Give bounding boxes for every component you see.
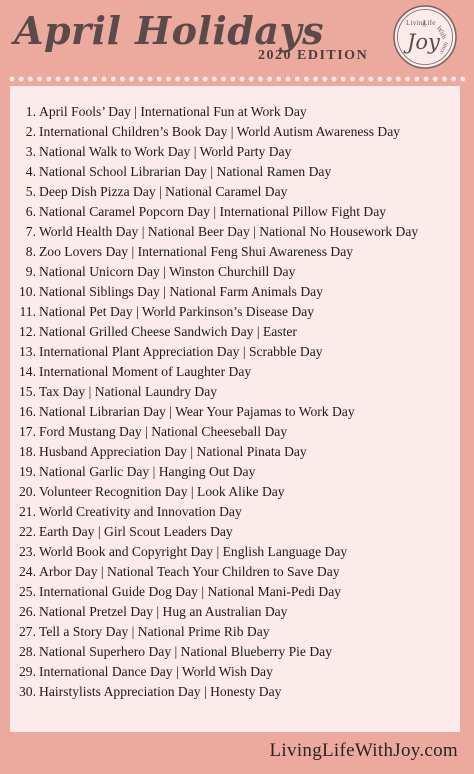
list-item-text: World Book and Copyright Day | English Language Day: [39, 544, 348, 559]
list-item: [10, 362, 460, 382]
list-item-number: 28.: [19, 644, 36, 659]
edition-label: 2020 EDITION: [258, 48, 369, 63]
list-item-number: 6.: [25, 204, 36, 219]
list-item-number: 30.: [19, 684, 36, 699]
list-item-text: National Pretzel Day | Hug an Australian Day: [39, 604, 288, 619]
list-item-text: Husband Appreciation Day | National Pinata Day: [39, 444, 307, 459]
list-item-number: 23.: [19, 544, 36, 559]
list-item: [10, 542, 460, 562]
list-item-number: 14.: [19, 364, 36, 379]
list-item: [10, 602, 460, 622]
list-item-text: International Children’s Book Day | World Autism Awareness Day: [39, 124, 401, 139]
list-item: [10, 382, 460, 402]
list-item: [10, 402, 460, 422]
list-item-number: 1.: [25, 104, 36, 119]
list-item-number: 22.: [19, 524, 36, 539]
list-item-number: 10.: [19, 284, 36, 299]
list-item-number: 16.: [19, 404, 36, 419]
list-item: [10, 222, 460, 242]
list-item: [10, 622, 460, 642]
list-item-text: Arbor Day | National Teach Your Children to Save Day: [39, 564, 340, 579]
list-item-number: 2.: [25, 124, 36, 139]
list-item-text: Tax Day | National Laundry Day: [39, 384, 218, 399]
list-item-text: National School Librarian Day | National Ramen Day: [39, 164, 332, 179]
list-item-text: World Health Day | National Beer Day | National No Housework Day: [39, 224, 419, 239]
list-item-text: Tell a Story Day | National Prime Rib Day: [39, 624, 270, 639]
logo-text-life: Life: [423, 18, 436, 27]
list-item-text: International Dance Day | World Wish Day: [39, 664, 273, 679]
holiday-card: [10, 86, 460, 732]
list-item-text: National Librarian Day | Wear Your Pajamas to Work Day: [39, 404, 355, 419]
brand-logo[interactable]: [392, 4, 458, 70]
list-item: [10, 562, 460, 582]
list-item-number: 13.: [19, 344, 36, 359]
list-item: [10, 202, 460, 222]
list-item-text: International Moment of Laughter Day: [39, 364, 252, 379]
list-item: [10, 162, 460, 182]
list-item-number: 8.: [25, 244, 36, 259]
list-item: [10, 642, 460, 662]
list-item-text: Hairstylists Appreciation Day | Honesty Day: [39, 684, 282, 699]
list-item-text: Volunteer Recognition Day | Look Alike Day: [39, 484, 285, 499]
list-item: [10, 262, 460, 282]
list-item-text: National Unicorn Day | Winston Churchill Day: [39, 264, 296, 279]
list-item-text: Zoo Lovers Day | International Feng Shui Awareness Day: [39, 244, 354, 259]
list-item-text: National Garlic Day | Hanging Out Day: [39, 464, 256, 479]
logo-text-joy: Joy: [407, 30, 440, 54]
list-item-number: 5.: [25, 184, 36, 199]
list-item-text: National Caramel Popcorn Day | International Pillow Fight Day: [39, 204, 387, 219]
list-item-text: National Siblings Day | National Farm Animals Day: [39, 284, 324, 299]
list-item: [10, 182, 460, 202]
list-item-number: 24.: [19, 564, 36, 579]
dotted-divider: [8, 74, 466, 84]
list-item: [10, 242, 460, 262]
list-item-number: 11.: [19, 304, 36, 319]
list-item: [10, 422, 460, 442]
list-item: [10, 342, 460, 362]
list-item-text: National Walk to Work Day | World Party Day: [39, 144, 292, 159]
list-item: [10, 662, 460, 682]
list-item-number: 20.: [19, 484, 36, 499]
list-item-number: 7.: [25, 224, 36, 239]
list-item-number: 3.: [25, 144, 36, 159]
list-item: [10, 302, 460, 322]
list-item-text: National Superhero Day | National Blueberry Pie Day: [39, 644, 333, 659]
list-item-text: International Guide Dog Day | National Mani-Pedi Day: [39, 584, 342, 599]
list-item: [10, 482, 460, 502]
list-item: [10, 442, 460, 462]
holiday-list: [10, 102, 460, 702]
list-item-text: Deep Dish Pizza Day | National Caramel Day: [39, 184, 288, 199]
logo-text-with: With: [434, 24, 449, 41]
list-item: [10, 322, 460, 342]
logo-text-com: .com: [437, 40, 451, 56]
list-item-text: National Grilled Cheese Sandwich Day | Easter: [39, 324, 297, 339]
header: [0, 0, 474, 80]
list-item: [10, 462, 460, 482]
list-item-number: 25.: [19, 584, 36, 599]
list-item-number: 18.: [19, 444, 36, 459]
list-item-text: April Fools’ Day | International Fun at Work Day: [39, 104, 307, 119]
list-item-text: National Pet Day | World Parkinson’s Disease Day: [39, 304, 315, 319]
list-item-number: 29.: [19, 664, 36, 679]
list-item-number: 27.: [19, 624, 36, 639]
logo-text-living: Living: [406, 18, 426, 27]
list-item-text: World Creativity and Innovation Day: [39, 504, 242, 519]
list-item-number: 17.: [19, 424, 36, 439]
list-item-number: 19.: [19, 464, 36, 479]
list-item: [10, 502, 460, 522]
list-item-number: 26.: [19, 604, 36, 619]
list-item: [10, 582, 460, 602]
page-title: April Holidays: [14, 8, 324, 53]
list-item: [10, 282, 460, 302]
list-item-text: Earth Day | Girl Scout Leaders Day: [39, 524, 233, 539]
list-item-text: International Plant Appreciation Day | Scrabble Day: [39, 344, 323, 359]
list-item: [10, 102, 460, 122]
list-item: [10, 522, 460, 542]
list-item-number: 4.: [25, 164, 36, 179]
list-item-number: 15.: [19, 384, 36, 399]
list-item: [10, 142, 460, 162]
list-item: [10, 122, 460, 142]
list-item-number: 9.: [25, 264, 36, 279]
list-item-number: 12.: [19, 324, 36, 339]
list-item-number: 21.: [19, 504, 36, 519]
list-item: [10, 682, 460, 702]
list-item-text: Ford Mustang Day | National Cheeseball Day: [39, 424, 288, 439]
footer-site[interactable]: LivingLifeWithJoy.com: [269, 740, 458, 761]
